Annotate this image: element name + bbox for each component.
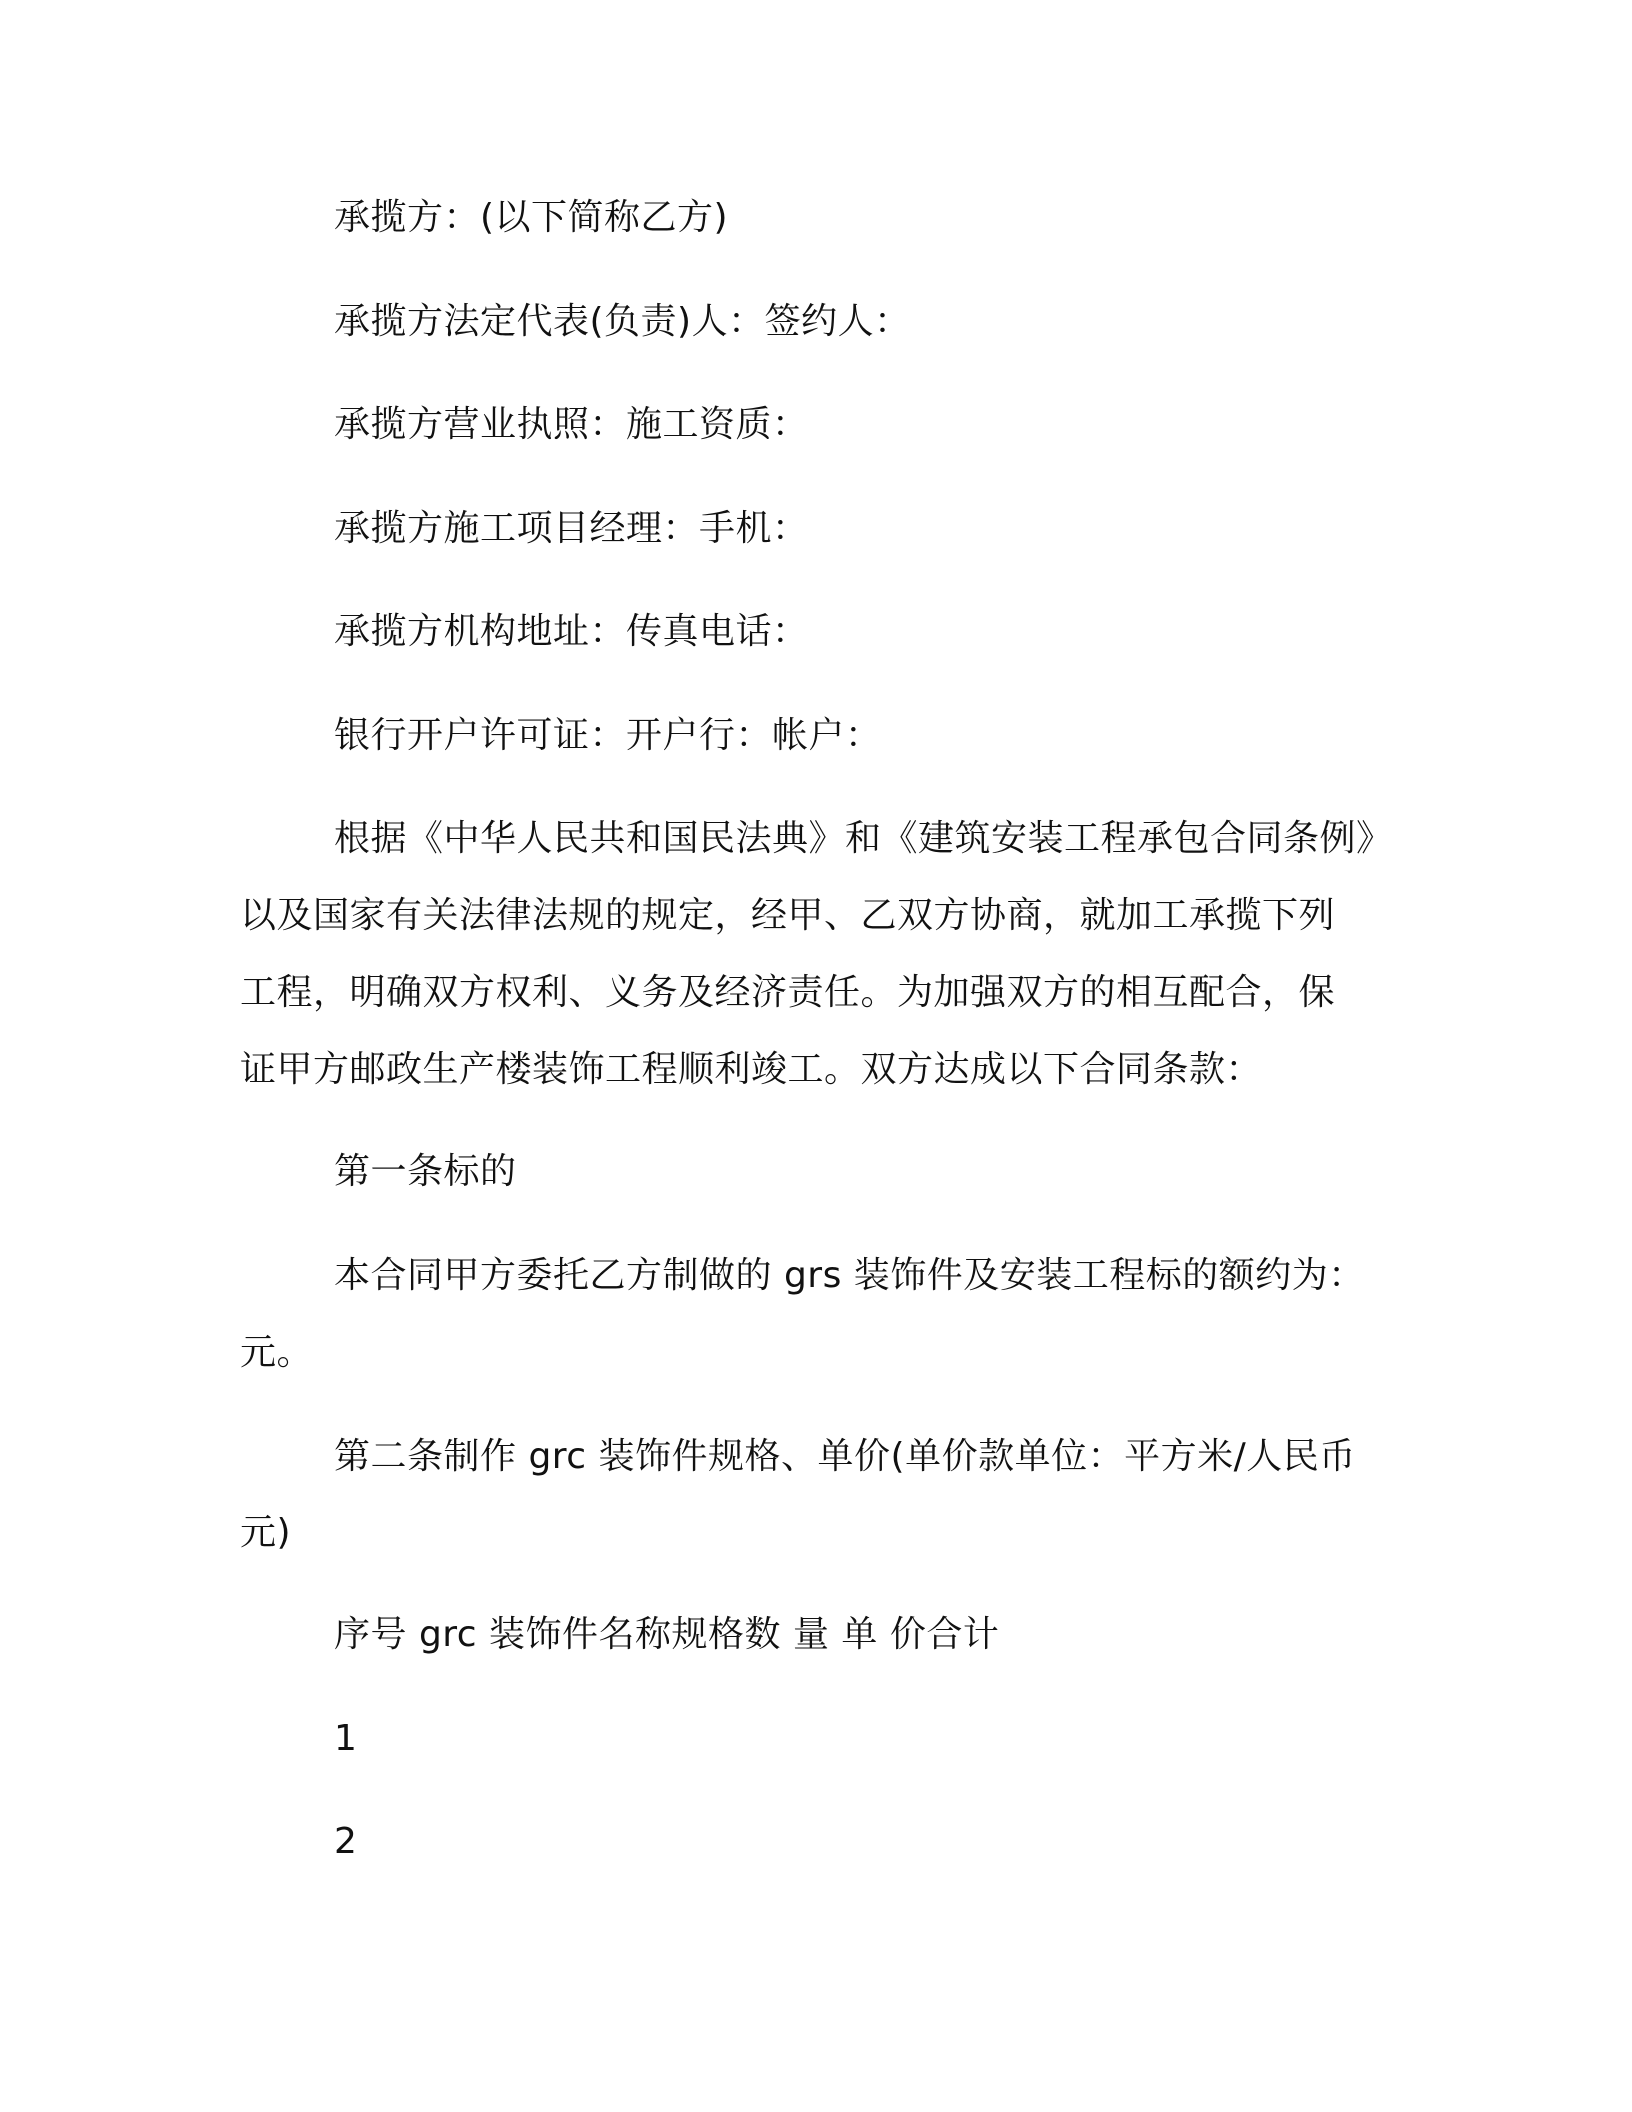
project-manager-line: 承揽方施工项目经理：手机：: [334, 508, 809, 549]
preamble-line-4: 证甲方邮政生产楼装饰工程顺利竣工。双方达成以下合同条款：: [240, 1049, 1263, 1090]
table-row-number: 1: [334, 1718, 358, 1759]
article-1-heading: 第一条标的: [334, 1151, 517, 1192]
address-line: 承揽方机构地址：传真电话：: [334, 611, 809, 652]
article-1-body-line-1: 本合同甲方委托乙方制做的 grs 装饰件及安装工程标的额约为：: [334, 1255, 1365, 1296]
article-1-body-line-2: 元。: [240, 1332, 314, 1373]
table-header-line: 序号 grc 装饰件名称规格数 量 单 价合计: [334, 1614, 1000, 1655]
article-2-heading-line-2: 元): [240, 1512, 292, 1553]
preamble-line-1: 根据《中华人民共和国民法典》和《建筑安装工程承包合同条例》: [334, 818, 1393, 859]
table-row-number: 2: [334, 1821, 358, 1862]
preamble-line-2: 以及国家有关法律法规的规定，经甲、乙双方协商，就加工承揽下列: [240, 895, 1336, 936]
preamble-line-3: 工程，明确双方权利、义务及经济责任。为加强双方的相互配合，保: [240, 972, 1336, 1013]
contractor-line: 承揽方：(以下简称乙方): [334, 197, 729, 238]
legal-representative-line: 承揽方法定代表(负责)人：签约人：: [334, 301, 911, 342]
bank-account-line: 银行开户许可证：开户行：帐户：: [334, 715, 882, 756]
business-license-line: 承揽方营业执照：施工资质：: [334, 404, 809, 445]
article-2-heading-line-1: 第二条制作 grc 装饰件规格、单价(单价款单位：平方米/人民币: [334, 1436, 1356, 1477]
